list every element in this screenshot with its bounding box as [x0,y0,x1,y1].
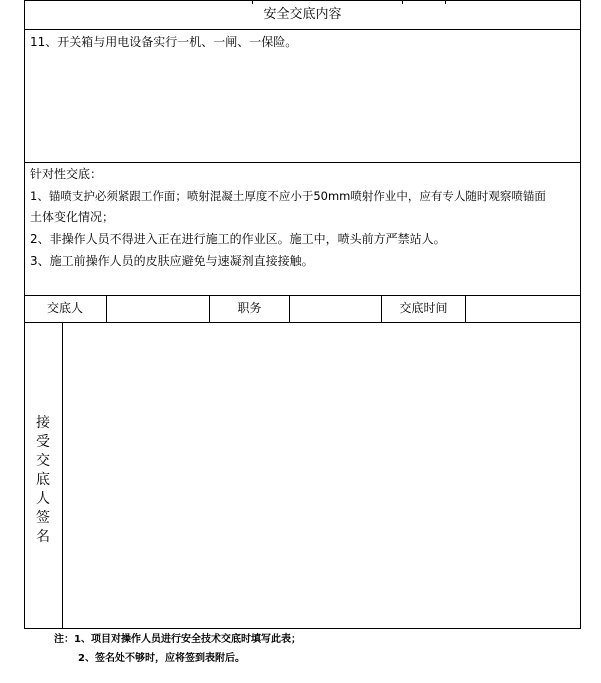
disclosure-time-value[interactable] [466,300,580,316]
position-value[interactable] [290,300,381,316]
receiver-signature-label [24,414,62,547]
targeted-line-1: 1、锚喷支护必须紧跟工作面；喷射混凝土厚度不应小于50mm喷射作业中，应有专人随时观察喷锚面 [30,189,546,203]
top-divider-1 [252,0,253,4]
receiver-divider [62,322,63,629]
position-label: 职务 [237,301,262,315]
border-under-targeted [24,295,581,296]
disclosure-time-label: 交底时间 [399,301,448,315]
note-2: 2、签名处不够时，应将签到表附后。 [78,653,245,664]
border-under-item11 [24,162,581,163]
receiver-label-char: 签 [36,510,50,526]
receiver-label-char: 名 [36,529,50,545]
top-divider-2 [402,0,403,4]
border-under-signature-row [24,322,581,323]
border-under-title [24,29,581,30]
item-11-text: 11、开关箱与用电设备实行一机、一闸、一保险。 [30,35,298,49]
receiver-label-char: 交 [36,453,50,469]
targeted-line-1b: 土体变化情况； [30,210,115,224]
border-bottom [24,628,581,629]
receiver-label-char: 人 [36,491,50,507]
receiver-label-char: 接 [36,415,50,431]
section-title: 安全交底内容 [263,7,342,22]
safety-disclosure-form [24,0,581,629]
targeted-heading: 针对性交底： [30,167,103,181]
targeted-line-3: 3、施工前操作人员的皮肤应避免与速凝剂直接接触。 [30,254,314,268]
note-1: 注：1、项目对操作人员进行安全技术交底时填写此表； [54,634,301,645]
top-divider-3 [445,0,446,4]
targeted-line-2: 2、非操作人员不得进入正在进行施工的作业区。施工中，喷头前方严禁站人。 [30,232,446,246]
receiver-label-char: 受 [36,434,50,450]
discloser-value[interactable] [107,300,209,316]
receiver-signature-area[interactable] [64,324,579,627]
discloser-label: 交底人 [46,301,83,315]
border-top [24,0,581,1]
border-right [580,0,581,629]
receiver-label-char: 底 [36,472,50,488]
